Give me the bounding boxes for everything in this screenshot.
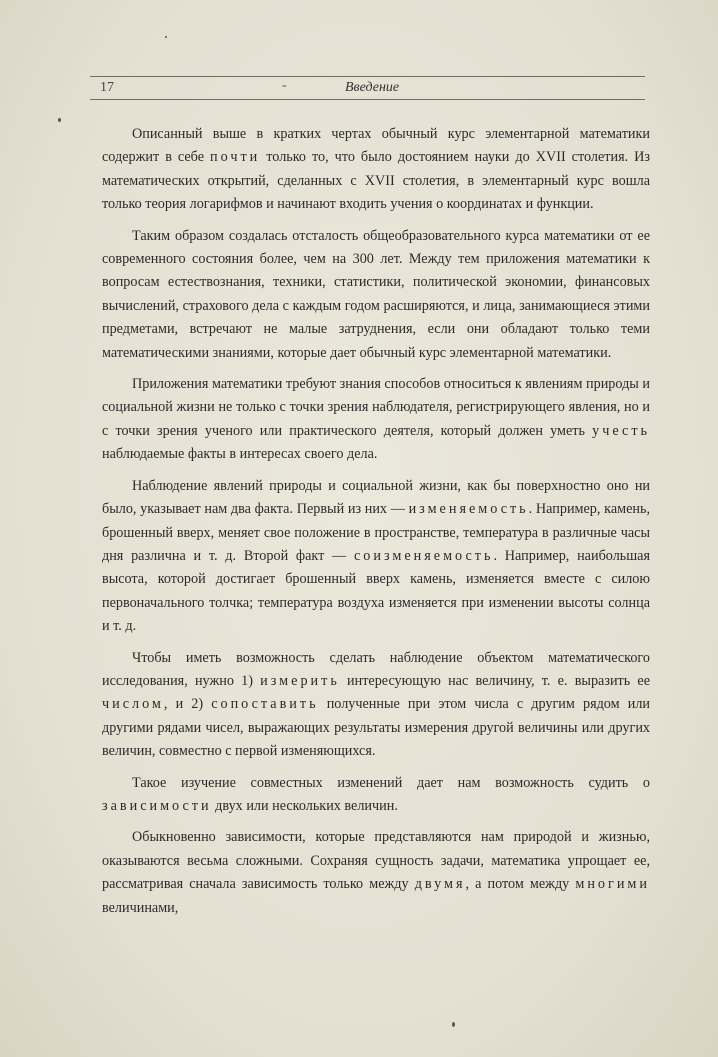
emphasis: многими <box>575 876 650 893</box>
emphasis: почти <box>210 149 261 166</box>
paragraph <box>102 475 650 639</box>
text-run: . Например, камень, брошенный вверх, меняет свое положение в пространстве, температура в различные часы дня различна и т. д. Второй факт — <box>102 501 650 564</box>
text-run: двух или нескольких величин. <box>211 797 398 814</box>
text-run: Чтобы иметь возможность сделать наблюдение объектом математического исследования, нужно 1) <box>102 649 650 689</box>
page-number: 17 <box>100 80 114 95</box>
text-run: наблюдаемые факты в интересах своего дела. <box>102 446 378 463</box>
emphasis: зависимости <box>102 797 212 814</box>
text-run: Приложения математики требуют знания способов относиться к явлениям природы и социальной жизни не только с точки зрения наблюдателя, регистрирующего явления, но и с точки зрения ученого или практического деятеля, который должен уметь <box>102 376 650 439</box>
text-run: Такое изучение совместных изменений дает нам возможность судить о <box>132 774 650 791</box>
paper-speck <box>58 118 61 122</box>
text-run: . Например, наибольшая высота, которой достигает брошенный вверх камень, изменяется вместе с силою первоначального толчка; температура воздуха изменяется при изменении высоты солнца и т. д. <box>102 547 650 635</box>
text-run: полученные при этом числа с другим рядом или другими рядами чисел, выражающих результаты измерения другой величины или других величин, совместно с первой изменяющихся. <box>102 696 650 760</box>
text-run: , а потом между <box>465 876 576 893</box>
page-header <box>90 72 645 102</box>
header-mark: - <box>282 78 287 93</box>
paragraph <box>102 225 650 365</box>
emphasis: учесть <box>592 422 650 439</box>
header-rule-top <box>90 76 645 77</box>
emphasis: изменяемость <box>408 501 529 518</box>
paragraph <box>102 373 650 467</box>
paragraph <box>102 826 650 920</box>
paragraph <box>102 772 650 819</box>
emphasis: соизменяемость <box>354 547 494 564</box>
running-title: Введение <box>345 80 400 95</box>
text-run: Наблюдение явлений природы и социальной жизни, как бы поверхностно оно ни было, указывает нам два факта. Первый из них — <box>102 477 650 518</box>
emphasis: измерить <box>260 672 340 689</box>
emphasis: сопоставить <box>211 696 319 713</box>
text-run: Описанный выше в кратких чертах обычный курс элементарной математики содержит в себе <box>102 126 650 166</box>
emphasis: числом <box>102 696 164 713</box>
text-run: только то, что было достоянием науки до XVII столетия. Из математических открытий, сделанных с XVII столетия, в элементарный курс вошла только теория логарифмов и начинают входить учения о координатах и функции. <box>102 149 650 213</box>
paper-speck <box>452 1022 455 1027</box>
text-run: , и 2) <box>163 696 212 713</box>
emphasis: двумя <box>414 876 466 893</box>
text-run: Таким образом создалась отсталость общеобразовательного курса математики от ее современного состояния более, чем на 300 лет. Между тем приложения математики к вопросам естествознания, техники, статистики, политической экономии, финансовых вычислений, страхового дела с каждым годом расширяются, и лица, занимающиеся этими предметами, встречают не малые затруднения, если они обладают только теми математическими знаниями, которые дает обычный курс элементарной математики. <box>102 227 650 361</box>
paragraph <box>102 647 650 764</box>
text-run: Обыкновенно зависимости, которые представляются нам природой и жизнью, оказываются весьма сложными. Сохраняя сущность задачи, математика упрощает ее, рассматривая сначала зависимость только между <box>102 829 650 893</box>
text-run: интересующую нас величину, т. е. выразить ее <box>339 672 650 689</box>
body-text <box>102 123 650 928</box>
paragraph <box>102 123 650 217</box>
text-run: величинами, <box>102 899 179 916</box>
paper-speck <box>165 36 167 38</box>
header-rule-bottom <box>90 99 645 100</box>
